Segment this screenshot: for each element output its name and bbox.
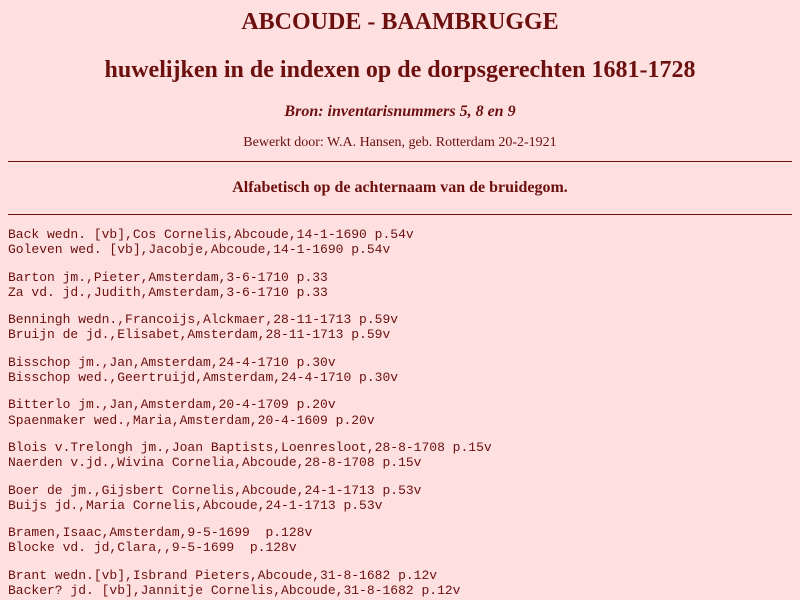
bride-line: Buijs jd.,Maria Cornelis,Abcoude,24-1-1713 p.53v bbox=[8, 497, 383, 513]
bride-line: Spaenmaker wed.,Maria,Amsterdam,20-4-1609 p.20v bbox=[8, 412, 375, 428]
groom-line: Bitterlo jm.,Jan,Amsterdam,20-4-1709 p.20v bbox=[8, 397, 336, 413]
bride-line: Backer? jd. [vb],Jannitje Cornelis,Abcoude,31-8-1682 p.12v bbox=[8, 583, 461, 599]
marriage-record bbox=[8, 483, 792, 514]
marriage-record bbox=[8, 270, 792, 301]
marriage-record bbox=[8, 227, 792, 258]
marriage-record bbox=[8, 568, 792, 599]
marriage-records bbox=[8, 227, 792, 598]
source-line: Bron: inventarisnummers 5, 8 en 9 bbox=[284, 103, 516, 120]
groom-line: Brant wedn.[vb],Isbrand Pieters,Abcoude,31-8-1682 p.12v bbox=[8, 567, 438, 583]
groom-line: Bramen,Isaac,Amsterdam,9-5-1699 p.128v bbox=[8, 525, 313, 541]
groom-line: Back wedn. [vb],Cos Cornelis,Abcoude,14-1-1690 p.54v bbox=[8, 227, 414, 242]
author-line: Bewerkt door: W.A. Hansen, geb. Rotterdam 20-2-1921 bbox=[243, 135, 557, 150]
bride-line: Goleven wed. [vb],Jacobje,Abcoude,14-1-1690 p.54v bbox=[8, 242, 391, 258]
marriage-record bbox=[8, 355, 792, 386]
bride-line: Blocke vd. jd,Clara,,9-5-1699 p.128v bbox=[8, 540, 297, 556]
sort-note: Alfabetisch op de achternaam van de bruidegom. bbox=[232, 179, 568, 196]
page-title: ABCOUDE - BAAMBRUGGE bbox=[241, 9, 559, 35]
bride-line: Bruijn de jd.,Elisabet,Amsterdam,28-11-1713 p.59v bbox=[8, 327, 391, 343]
groom-line: Blois v.Trelongh jm.,Joan Baptists,Loenresloot,28-8-1708 p.15v bbox=[8, 439, 492, 455]
page-subtitle: huwelijken in de indexen op de dorpsgerechten 1681-1728 bbox=[104, 57, 696, 83]
groom-line: Bisschop jm.,Jan,Amsterdam,24-4-1710 p.30v bbox=[8, 354, 336, 370]
marriage-record bbox=[8, 312, 792, 343]
groom-line: Benningh wedn.,Francoijs,Alckmaer,28-11-1713 p.59v bbox=[8, 312, 399, 328]
marriage-record bbox=[8, 440, 792, 471]
divider-top bbox=[8, 161, 792, 162]
divider-bottom bbox=[8, 214, 792, 215]
bride-line: Za vd. jd.,Judith,Amsterdam,3-6-1710 p.33 bbox=[8, 284, 328, 300]
groom-line: Barton jm.,Pieter,Amsterdam,3-6-1710 p.33 bbox=[8, 269, 328, 285]
groom-line: Boer de jm.,Gijsbert Cornelis,Abcoude,24-1-1713 p.53v bbox=[8, 482, 422, 498]
bride-line: Naerden v.jd.,Wivina Cornelia,Abcoude,28-8-1708 p.15v bbox=[8, 455, 422, 471]
marriage-record bbox=[8, 397, 792, 428]
bride-line: Bisschop wed.,Geertruijd,Amsterdam,24-4-1710 p.30v bbox=[8, 370, 399, 386]
marriage-record bbox=[8, 525, 792, 556]
